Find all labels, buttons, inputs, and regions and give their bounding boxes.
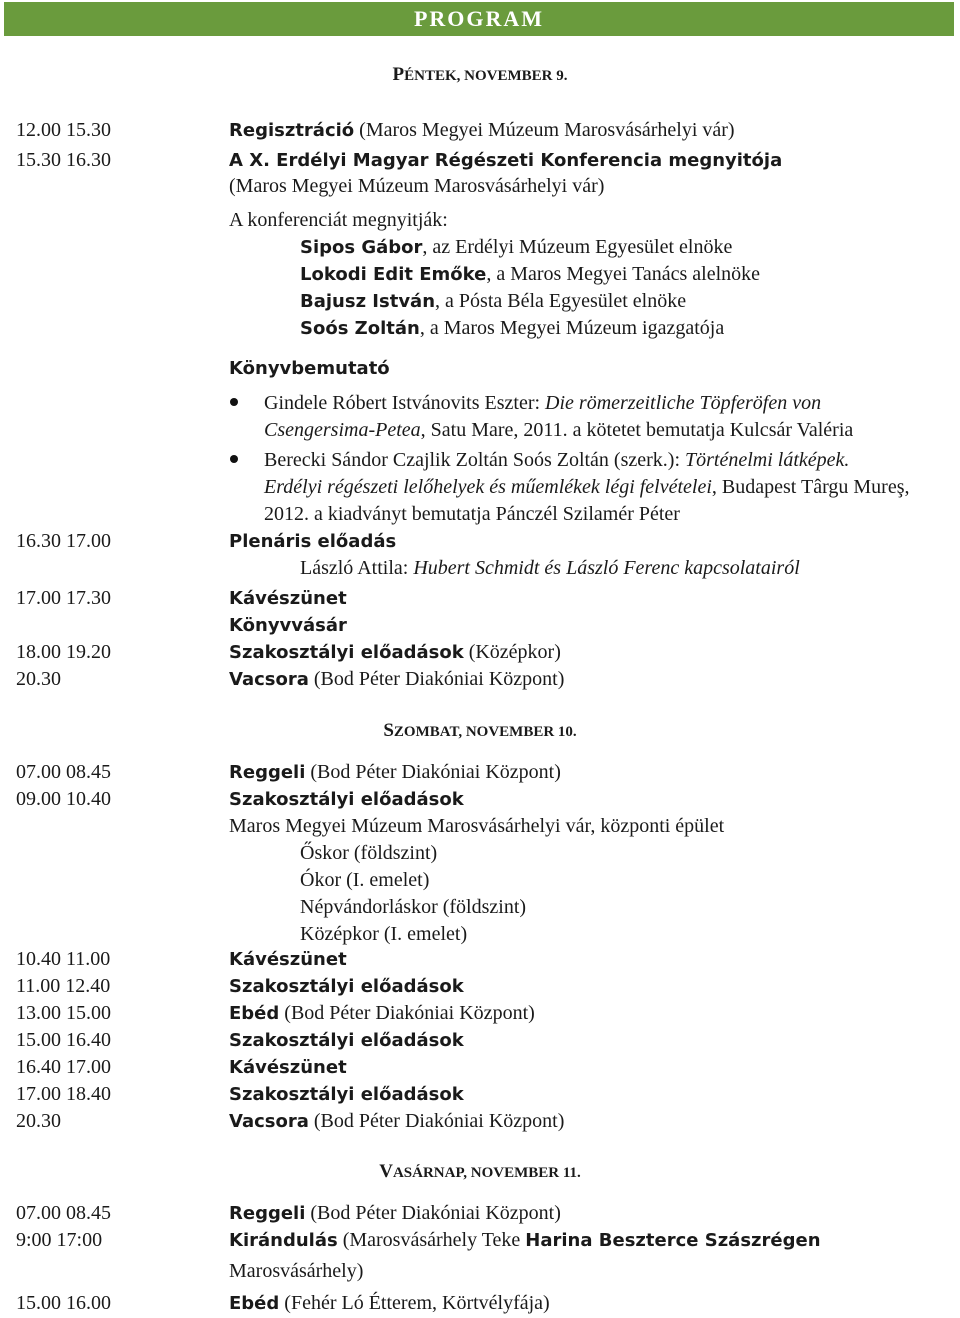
bullet-icon [230, 398, 238, 406]
time-slot: 10.40 11.00 [16, 948, 111, 970]
book-entry-cont: Erdélyi régészeti lelőhelyek és műemlékek légi felvételei, Budapest Târgu Mureş, [264, 476, 910, 498]
bullet-icon [230, 455, 238, 463]
day-heading-sunday: VASÁRNAP, NOVEMBER 11. [379, 1161, 581, 1182]
book-entry: Berecki Sándor Czajlik Zoltán Soós Zoltán (szerk.): Történelmi látképek. [264, 449, 850, 471]
program-item: Reggeli (Bod Péter Diakóniai Központ) [229, 761, 561, 783]
lecture-line: László Attila: Hubert Schmidt és László Ferenc kapcsolatairól [300, 557, 800, 579]
opener-line: Soós Zoltán, a Maros Megyei Múzeum igazgatója [300, 317, 725, 339]
location-text: (Maros Megyei Múzeum Marosvásárhelyi vár) [229, 175, 605, 197]
time-slot: 11.00 12.40 [16, 975, 111, 997]
program-item: A X. Erdélyi Magyar Régészeti Konferencia megnyitója [229, 150, 783, 171]
time-slot: 07.00 08.45 [16, 761, 111, 783]
day-heading-saturday: SZOMBAT, NOVEMBER 10. [383, 720, 577, 741]
program-banner: PROGRAM [4, 2, 954, 36]
time-slot: 16.30 17.00 [16, 530, 111, 552]
time-slot: 09.00 10.40 [16, 788, 111, 810]
time-slot: 20.30 [16, 1110, 61, 1132]
opener-line: Lokodi Edit Emőke, a Maros Megyei Tanács alelnöke [300, 263, 761, 285]
program-item: Reggeli (Bod Péter Diakóniai Központ) [229, 1202, 561, 1224]
time-slot: 15.00 16.40 [16, 1029, 111, 1051]
program-item: Kávészünet [229, 949, 347, 970]
time-slot: 9:00 17:00 [16, 1229, 103, 1251]
program-item: Szakosztályi előadások [229, 1084, 464, 1105]
program-item: Szakosztályi előadások [229, 976, 464, 997]
time-slot: 17.00 18.40 [16, 1083, 111, 1105]
program-item: Kávészünet [229, 588, 347, 609]
program-item: Regisztráció (Maros Megyei Múzeum Marosvásárhelyi vár) [229, 119, 735, 141]
section-item: Őskor (földszint) [300, 842, 438, 864]
program-item-cont: Marosvásárhely) [229, 1260, 364, 1282]
opener-line: Sipos Gábor, az Erdélyi Múzeum Egyesület elnöke [300, 236, 733, 258]
program-item: Vacsora (Bod Péter Diakóniai Központ) [229, 1110, 565, 1132]
time-slot: 18.00 19.20 [16, 641, 111, 663]
program-item: Plenáris előadás [229, 531, 397, 552]
program-item: Vacsora (Bod Péter Diakóniai Központ) [229, 668, 565, 690]
time-slot: 17.00 17.30 [16, 587, 111, 609]
time-slot: 16.40 17.00 [16, 1056, 111, 1078]
time-slot: 15.30 16.30 [16, 149, 111, 171]
program-item: Szakosztályi előadások [229, 789, 464, 810]
program-item: Kirándulás (Marosvásárhely Teke Harina Beszterce Szászrégen [229, 1229, 821, 1251]
time-slot: 20.30 [16, 668, 61, 690]
program-item: Ebéd (Bod Péter Diakóniai Központ) [229, 1002, 535, 1024]
opener-line: Bajusz István, a Pósta Béla Egyesület elnöke [300, 290, 687, 312]
opening-intro: A konferenciát megnyitják: [229, 209, 448, 231]
program-item: Szakosztályi előadások [229, 1030, 464, 1051]
program-item: Szakosztályi előadások (Középkor) [229, 641, 561, 663]
section-item: Középkor (I. emelet) [300, 923, 468, 945]
time-slot: 12.00 15.30 [16, 119, 111, 141]
book-entry-cont: 2012. a kiadványt bemutatja Pánczél Szilamér Péter [264, 503, 680, 525]
program-item: Könyvvásár [229, 615, 347, 636]
section-item: Ókor (I. emelet) [300, 869, 430, 891]
program-item: Ebéd (Fehér Ló Étterem, Körtvélyfája) [229, 1292, 550, 1314]
location-text: Maros Megyei Múzeum Marosvásárhelyi vár, központi épület [229, 815, 725, 837]
day-heading-friday: PÉNTEK, NOVEMBER 9. [392, 64, 568, 85]
time-slot: 15.00 16.00 [16, 1292, 111, 1314]
book-entry: Gindele Róbert Istvánovits Eszter: Die römerzeitliche Töpferöfen von [264, 392, 822, 414]
time-slot: 07.00 08.45 [16, 1202, 111, 1224]
program-item: Kávészünet [229, 1057, 347, 1078]
book-entry-cont: Csengersima-Petea, Satu Mare, 2011. a kötetet bemutatja Kulcsár Valéria [264, 419, 854, 441]
section-item: Népvándorláskor (földszint) [300, 896, 527, 918]
time-slot: 13.00 15.00 [16, 1002, 111, 1024]
book-presentation-heading: Könyvbemutató [229, 358, 390, 379]
